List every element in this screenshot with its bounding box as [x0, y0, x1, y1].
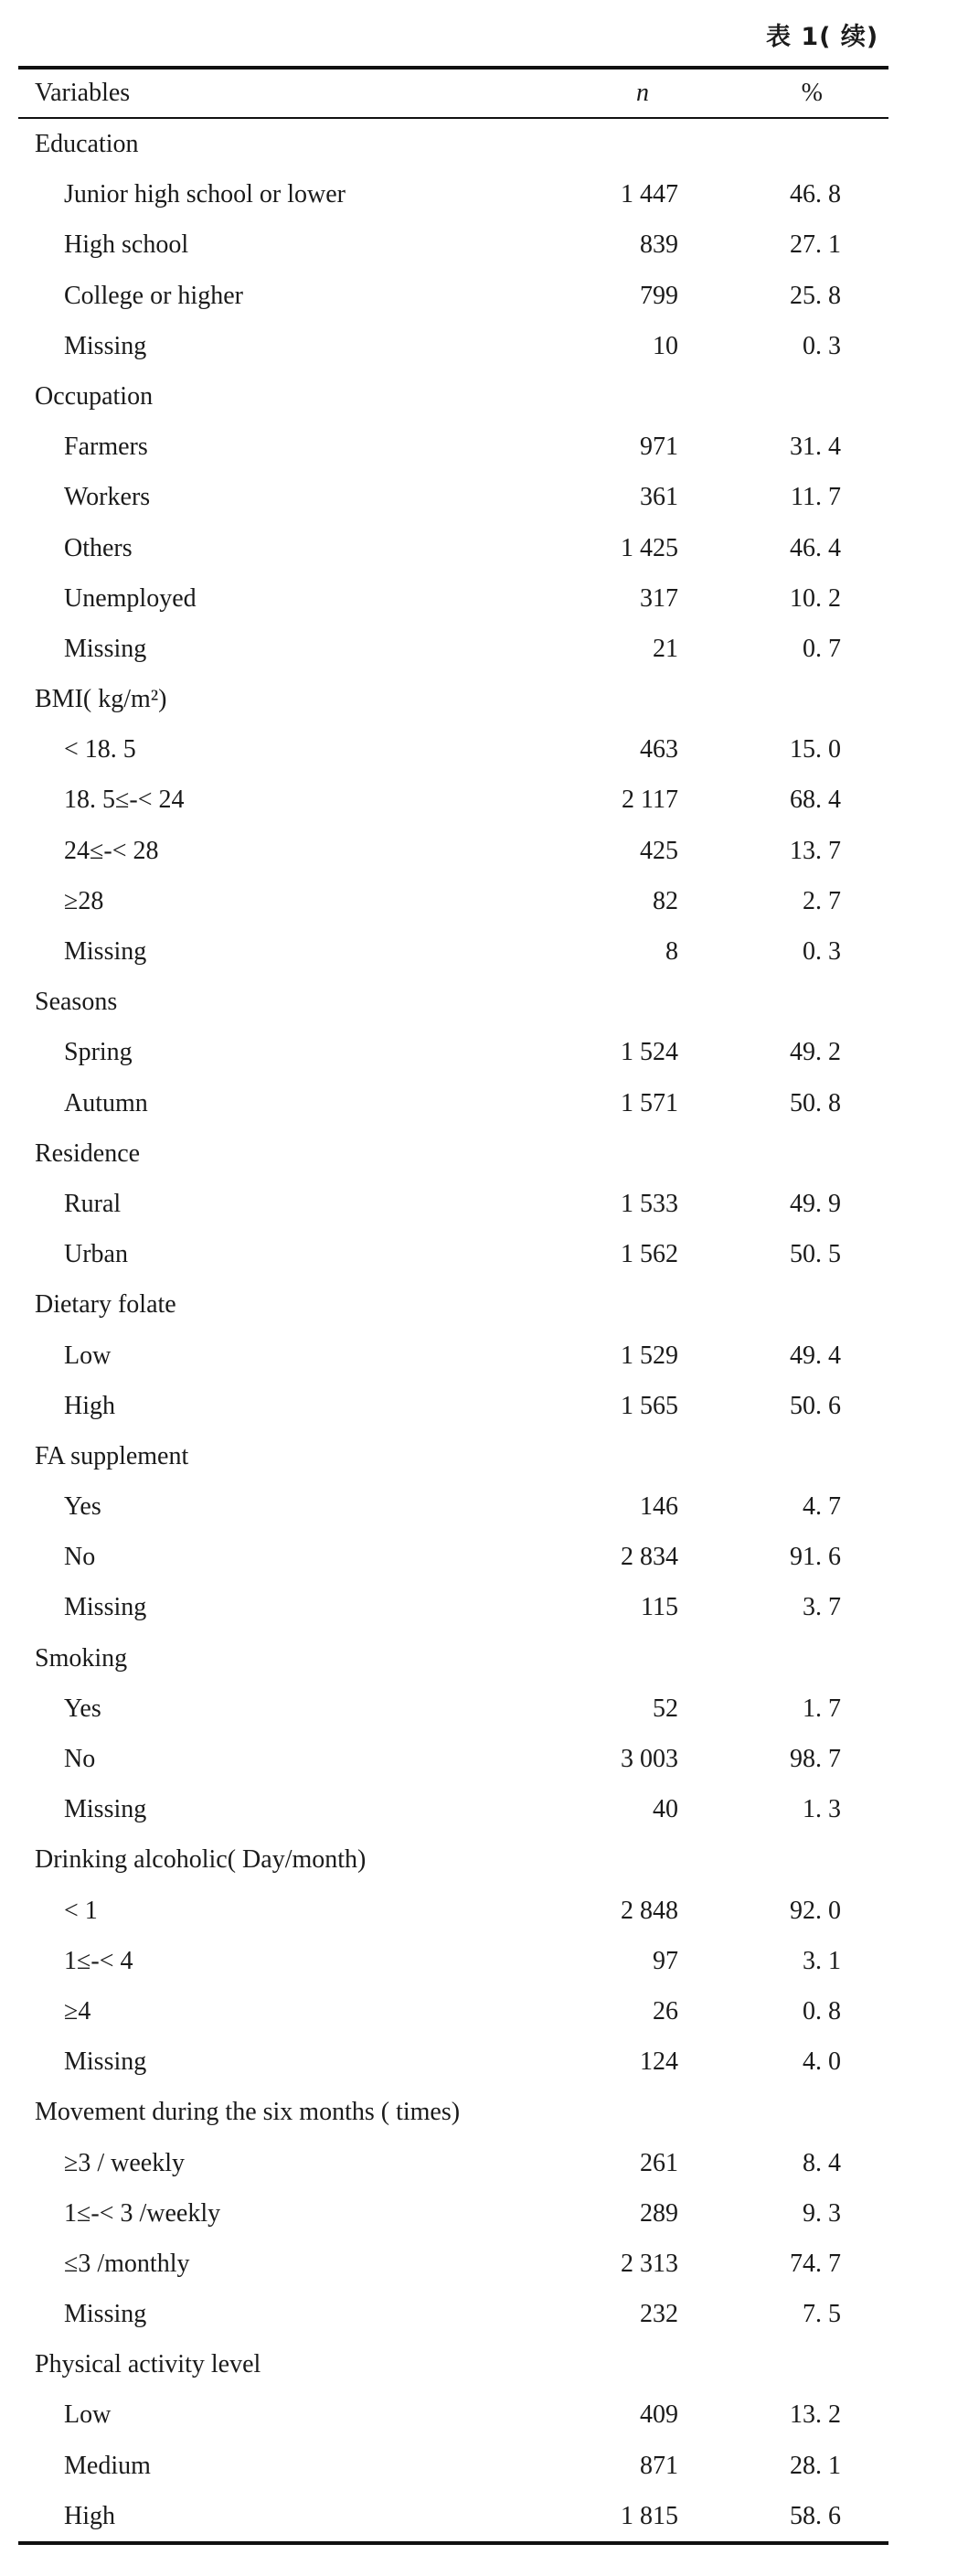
- row-percent: 31. 4: [790, 433, 841, 462]
- row-label: Missing: [64, 1593, 147, 1622]
- table-caption: 表 1( 续): [766, 23, 879, 51]
- row-n: 1 524: [621, 1038, 678, 1067]
- row-percent: 3. 1: [803, 1946, 841, 1975]
- header-variables: Variables: [35, 79, 131, 107]
- table-row: [18, 1936, 888, 1986]
- row-label: FA supplement: [35, 1441, 189, 1470]
- row-label: Missing: [64, 331, 147, 360]
- row-percent: 8. 4: [803, 2148, 841, 2177]
- table-row: [18, 1027, 888, 1077]
- group-row: [18, 1834, 888, 1885]
- row-percent: 9. 3: [803, 2198, 841, 2228]
- row-n: 261: [640, 2148, 678, 2177]
- row-label: Seasons: [35, 988, 118, 1017]
- row-label: 1≤-< 3 /weekly: [64, 2198, 221, 2228]
- row-n: 3 003: [621, 1745, 678, 1773]
- table-row: [18, 1229, 888, 1279]
- row-n: 799: [640, 281, 678, 310]
- table-row: [18, 1784, 888, 1834]
- table-row: [18, 1481, 888, 1532]
- table-row: [18, 826, 888, 876]
- table-body: [18, 119, 888, 2541]
- row-percent: 98. 7: [790, 1745, 841, 1773]
- table-row: [18, 1582, 888, 1632]
- row-label: Junior high school or lower: [64, 180, 346, 209]
- row-n: 361: [640, 483, 678, 512]
- row-percent: 50. 8: [790, 1088, 841, 1117]
- row-n: 971: [640, 433, 678, 462]
- row-label: < 18. 5: [64, 735, 136, 764]
- row-label: ≥4: [64, 1996, 91, 2026]
- row-n: 2 117: [622, 786, 678, 815]
- row-n: 52: [653, 1694, 678, 1723]
- row-n: 839: [640, 230, 678, 260]
- row-percent: 3. 7: [803, 1593, 841, 1622]
- group-row: [18, 1128, 888, 1179]
- row-percent: 50. 5: [790, 1240, 841, 1269]
- row-percent: 0. 3: [803, 937, 841, 966]
- table-row: [18, 1179, 888, 1229]
- row-percent: 46. 8: [790, 180, 841, 209]
- row-label: Drinking alcoholic( Day/month): [35, 1845, 367, 1875]
- data-table: [18, 66, 888, 2545]
- row-n: 21: [653, 634, 678, 663]
- row-percent: 13. 7: [790, 836, 841, 865]
- group-row: [18, 371, 888, 422]
- table-row: [18, 219, 888, 270]
- row-label: Missing: [64, 1795, 147, 1824]
- row-label: Yes: [64, 1492, 101, 1522]
- group-row: [18, 119, 888, 169]
- row-n: 2 313: [621, 2249, 678, 2278]
- table-row: [18, 1381, 888, 1431]
- table-row: [18, 422, 888, 472]
- header-row: [18, 69, 888, 117]
- row-n: 97: [653, 1946, 678, 1975]
- table-row: [18, 2441, 888, 2491]
- row-n: 2 834: [621, 1543, 678, 1572]
- table-row: [18, 624, 888, 674]
- row-n: 1 425: [621, 533, 678, 562]
- row-percent: 11. 7: [791, 483, 841, 512]
- row-label: ≥3 / weekly: [64, 2148, 186, 2177]
- row-label: Medium: [64, 2451, 151, 2480]
- row-percent: 0. 8: [803, 1996, 841, 2026]
- row-label: ≤3 /monthly: [64, 2249, 190, 2278]
- row-label: Dietary folate: [35, 1290, 176, 1320]
- header-percent: %: [801, 79, 823, 107]
- table-row: [18, 2239, 888, 2289]
- row-label: Physical activity level: [35, 2350, 261, 2379]
- row-label: Workers: [64, 483, 151, 512]
- row-n: 1 562: [621, 1240, 678, 1269]
- row-label: No: [64, 1543, 96, 1572]
- row-percent: 25. 8: [790, 281, 841, 310]
- row-n: 1 565: [621, 1391, 678, 1420]
- table-row: [18, 2491, 888, 2541]
- row-n: 289: [640, 2198, 678, 2228]
- group-row: [18, 2339, 888, 2389]
- row-percent: 7. 5: [803, 2300, 841, 2329]
- row-label: Spring: [64, 1038, 133, 1067]
- row-label: Farmers: [64, 433, 148, 462]
- row-label: Urban: [64, 1240, 128, 1269]
- row-percent: 28. 1: [790, 2451, 841, 2480]
- row-n: 871: [640, 2451, 678, 2480]
- row-n: 1 533: [621, 1189, 678, 1218]
- row-n: 40: [653, 1795, 678, 1824]
- table-row: [18, 321, 888, 371]
- row-label: Low: [64, 2400, 112, 2430]
- group-row: [18, 1279, 888, 1330]
- row-label: Unemployed: [64, 583, 197, 613]
- row-label: ≥28: [64, 886, 104, 915]
- row-label: Missing: [64, 634, 147, 663]
- table-row: [18, 1683, 888, 1734]
- row-label: BMI( kg/m²): [35, 685, 167, 714]
- row-n: 317: [640, 583, 678, 613]
- row-percent: 4. 0: [803, 2047, 841, 2077]
- table-row: [18, 1532, 888, 1582]
- row-percent: 10. 2: [790, 583, 841, 613]
- row-label: 24≤-< 28: [64, 836, 159, 865]
- row-percent: 49. 4: [790, 1341, 841, 1370]
- row-n: 1 571: [621, 1088, 678, 1117]
- table-row: [18, 1734, 888, 1784]
- row-label: Yes: [64, 1694, 101, 1723]
- table-row: [18, 472, 888, 522]
- row-percent: 0. 7: [803, 634, 841, 663]
- table-row: [18, 1078, 888, 1128]
- row-percent: 15. 0: [790, 735, 841, 764]
- table-row: [18, 2188, 888, 2239]
- table-row: [18, 2389, 888, 2440]
- row-label: < 1: [64, 1896, 98, 1925]
- bottom-rule: [18, 2541, 888, 2545]
- row-n: 124: [640, 2047, 678, 2077]
- row-n: 115: [641, 1593, 678, 1622]
- row-label: High: [64, 2501, 115, 2530]
- row-percent: 13. 2: [790, 2400, 841, 2430]
- row-label: Rural: [64, 1189, 122, 1218]
- row-label: Low: [64, 1341, 112, 1370]
- row-label: Education: [35, 130, 139, 158]
- row-percent: 46. 4: [790, 533, 841, 562]
- row-label: Missing: [64, 2300, 147, 2329]
- table-row: [18, 876, 888, 926]
- table-row: [18, 2289, 888, 2339]
- row-percent: 49. 2: [790, 1038, 841, 1067]
- row-n: 26: [653, 1996, 678, 2026]
- row-percent: 2. 7: [803, 886, 841, 915]
- table-row: [18, 926, 888, 977]
- row-percent: 49. 9: [790, 1189, 841, 1218]
- row-label: Missing: [64, 937, 147, 966]
- row-label: Missing: [64, 2047, 147, 2077]
- row-n: 463: [640, 735, 678, 764]
- row-n: 10: [653, 331, 678, 360]
- table-row: [18, 1886, 888, 1936]
- table-row: [18, 271, 888, 321]
- row-percent: 0. 3: [803, 331, 841, 360]
- row-n: 232: [640, 2300, 678, 2329]
- table-row: [18, 169, 888, 219]
- row-n: 409: [640, 2400, 678, 2430]
- row-percent: 1. 3: [803, 1795, 841, 1824]
- group-row: [18, 2087, 888, 2137]
- header-n: n: [636, 79, 649, 107]
- row-percent: 27. 1: [790, 230, 841, 260]
- row-label: 18. 5≤-< 24: [64, 786, 185, 815]
- row-percent: 91. 6: [790, 1543, 841, 1572]
- row-percent: 92. 0: [790, 1896, 841, 1925]
- row-n: 2 848: [621, 1896, 678, 1925]
- table-row: [18, 573, 888, 624]
- table-row: [18, 775, 888, 825]
- row-n: 82: [653, 886, 678, 915]
- table-row: [18, 1331, 888, 1381]
- row-label: Autumn: [64, 1088, 148, 1117]
- row-label: Others: [64, 533, 133, 562]
- row-label: Occupation: [35, 381, 154, 411]
- row-label: High school: [64, 230, 189, 260]
- row-n: 1 815: [621, 2501, 678, 2530]
- group-row: [18, 977, 888, 1027]
- table-row: [18, 1986, 888, 2036]
- group-row: [18, 1431, 888, 1481]
- row-label: Residence: [35, 1138, 141, 1168]
- row-n: 1 529: [621, 1341, 678, 1370]
- table-row: [18, 2036, 888, 2087]
- row-n: 425: [640, 836, 678, 865]
- row-n: 146: [640, 1492, 678, 1522]
- row-percent: 4. 7: [803, 1492, 841, 1522]
- row-label: High: [64, 1391, 115, 1420]
- row-label: 1≤-< 4: [64, 1946, 133, 1975]
- row-label: Smoking: [35, 1643, 128, 1673]
- row-percent: 1. 7: [803, 1694, 841, 1723]
- row-label: No: [64, 1745, 96, 1773]
- table-row: [18, 523, 888, 573]
- table-row: [18, 2138, 888, 2188]
- group-row: [18, 1633, 888, 1683]
- row-percent: 68. 4: [790, 786, 841, 815]
- table-row: [18, 724, 888, 775]
- row-n: 8: [665, 937, 678, 966]
- group-row: [18, 674, 888, 724]
- row-percent: 58. 6: [790, 2501, 841, 2530]
- row-percent: 74. 7: [790, 2249, 841, 2278]
- row-label: Movement during the six months ( times): [35, 2098, 461, 2127]
- row-label: College or higher: [64, 281, 243, 310]
- row-n: 1 447: [621, 180, 678, 209]
- row-percent: 50. 6: [790, 1391, 841, 1420]
